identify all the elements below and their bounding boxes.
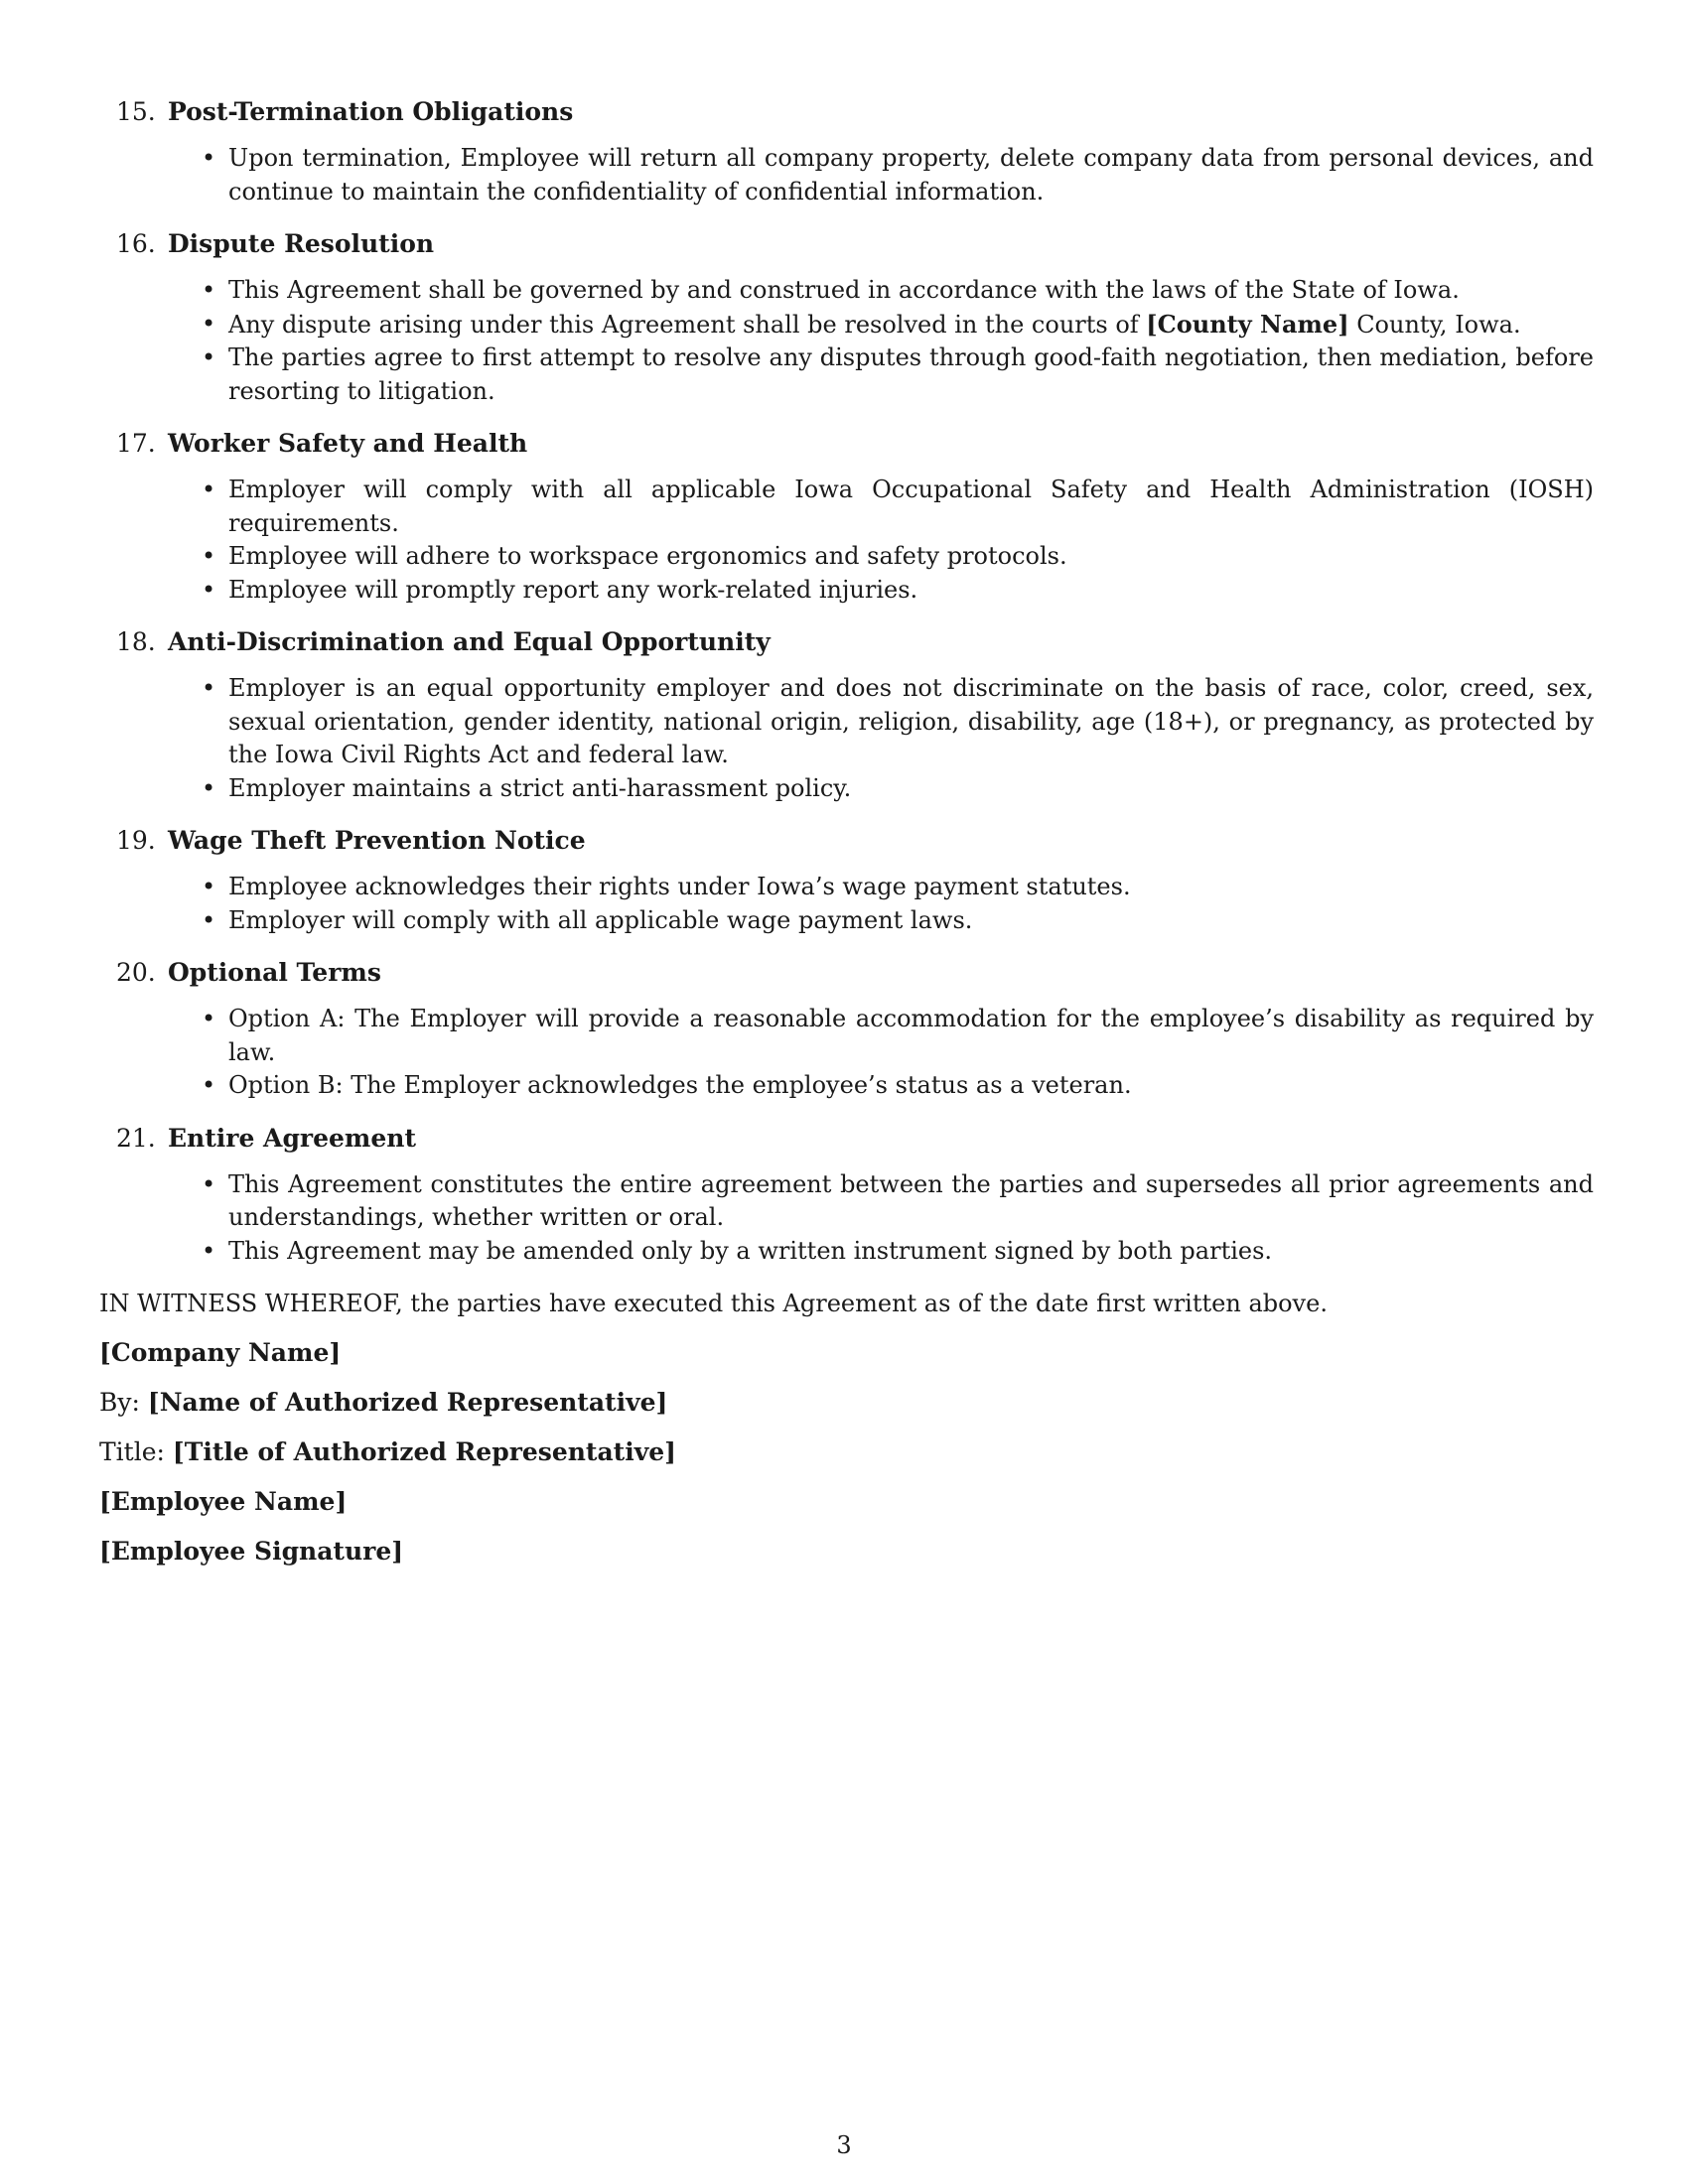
bullet-item: • This Agreement constitutes the entire agreement between the parties and supersedes all prior agreements and understandings, whether written or oral. — [228, 1168, 1594, 1235]
employee-name-line — [99, 1485, 1594, 1519]
section-number: 19. — [116, 826, 156, 855]
section-heading — [99, 956, 1594, 990]
section-title: Wage Theft Prevention Notice — [168, 826, 586, 855]
section-number: 15. — [116, 97, 156, 126]
section-title: Entire Agreement — [168, 1123, 416, 1153]
section-number: 17. — [116, 429, 156, 458]
bullet-item: • The parties agree to first attempt to resolve any disputes through good-faith negotiation, then mediation, before resorting to litigation. — [228, 341, 1594, 408]
page-number: 3 — [836, 2131, 852, 2159]
representative-title-placeholder: [Title of Authorized Representative] — [172, 1437, 676, 1466]
title-label: Title: — [99, 1437, 165, 1466]
bullet-text: County, Iowa. — [1348, 310, 1521, 339]
section-number: 20. — [116, 958, 156, 987]
bullet-item: • Employer will comply with all applicable wage payment laws. — [228, 904, 1594, 938]
bullet-list — [99, 274, 1594, 408]
employee-signature-line — [99, 1535, 1594, 1569]
bullet-item: • This Agreement shall be governed by and construed in accordance with the laws of the State of Iowa. — [228, 274, 1594, 308]
section-heading — [99, 227, 1594, 261]
section-heading — [99, 824, 1594, 858]
section-title: Worker Safety and Health — [168, 429, 528, 458]
bullet-item — [228, 308, 1594, 342]
witness-statement: IN WITNESS WHEREOF, the parties have executed this Agreement as of the date first written above. — [99, 1290, 1328, 1317]
section-heading — [99, 95, 1594, 129]
bullet-list — [99, 672, 1594, 805]
section-20 — [99, 956, 1594, 1103]
section-number: 21. — [116, 1123, 156, 1153]
document-page — [99, 95, 1594, 1584]
bullet-item: • Option B: The Employer acknowledges the employee’s status as a veteran. — [228, 1069, 1594, 1103]
section-number: 18. — [116, 627, 156, 656]
bullet-item: • Employee will adhere to workspace ergonomics and safety protocols. — [228, 540, 1594, 574]
by-label: By: — [99, 1388, 140, 1417]
bullet-item: • Employee will promptly report any work-related injuries. — [228, 574, 1594, 608]
section-heading — [99, 625, 1594, 659]
employee-name-placeholder: [Employee Name] — [99, 1487, 348, 1516]
representative-name-placeholder: [Name of Authorized Representative] — [147, 1388, 668, 1417]
section-title: Anti-Discrimination and Equal Opportunity — [168, 627, 771, 656]
signatory-name-line — [99, 1386, 1594, 1420]
section-18 — [99, 625, 1594, 805]
signatory-title-line — [99, 1435, 1594, 1469]
section-list — [99, 95, 1594, 1268]
section-title: Optional Terms — [168, 958, 381, 987]
section-title: Dispute Resolution — [168, 229, 435, 258]
section-title: Post-Termination Obligations — [168, 97, 574, 126]
section-17 — [99, 427, 1594, 607]
bullet-list — [99, 1003, 1594, 1103]
bullet-item: • Employee acknowledges their rights under Iowa’s wage payment statutes. — [228, 871, 1594, 904]
bullet-item: • Employer maintains a strict anti-harassment policy. — [228, 772, 1594, 806]
bullet-item: • Option A: The Employer will provide a reasonable accommodation for the employee’s disability as required by law. — [228, 1003, 1594, 1069]
section-21 — [99, 1122, 1594, 1269]
section-number: 16. — [116, 229, 156, 258]
company-name-placeholder: [Company Name] — [99, 1338, 342, 1367]
bullet-list — [99, 474, 1594, 607]
bullet-item: • Upon termination, Employee will return all company property, delete company data from personal devices, and continue to maintain the confidentiality of confidential information. — [228, 142, 1594, 208]
company-name-line — [99, 1336, 1594, 1370]
bullet-text: Any dispute arising under this Agreement shall be resolved in the courts of — [228, 310, 1147, 339]
bullet-list — [99, 142, 1594, 208]
bullet-item: • Employer is an equal opportunity employer and does not discriminate on the basis of race, color, creed, sex, sexual orientation, gender identity, national origin, religion, disability, age (18+), or pregnancy, as protected by the Iowa Civil Rights Act and federal law. — [228, 672, 1594, 772]
section-19 — [99, 824, 1594, 937]
section-16 — [99, 227, 1594, 408]
section-heading — [99, 1122, 1594, 1156]
section-15 — [99, 95, 1594, 208]
bullet-item: • This Agreement may be amended only by a written instrument signed by both parties. — [228, 1235, 1594, 1269]
bullet-list — [99, 871, 1594, 937]
employee-signature-placeholder: [Employee Signature] — [99, 1537, 404, 1566]
bullet-list — [99, 1168, 1594, 1269]
county-name-placeholder: [County Name] — [1146, 309, 1349, 339]
section-heading — [99, 427, 1594, 461]
bullet-item: • Employer will comply with all applicable Iowa Occupational Safety and Health Administration (IOSH) requirements. — [228, 474, 1594, 540]
